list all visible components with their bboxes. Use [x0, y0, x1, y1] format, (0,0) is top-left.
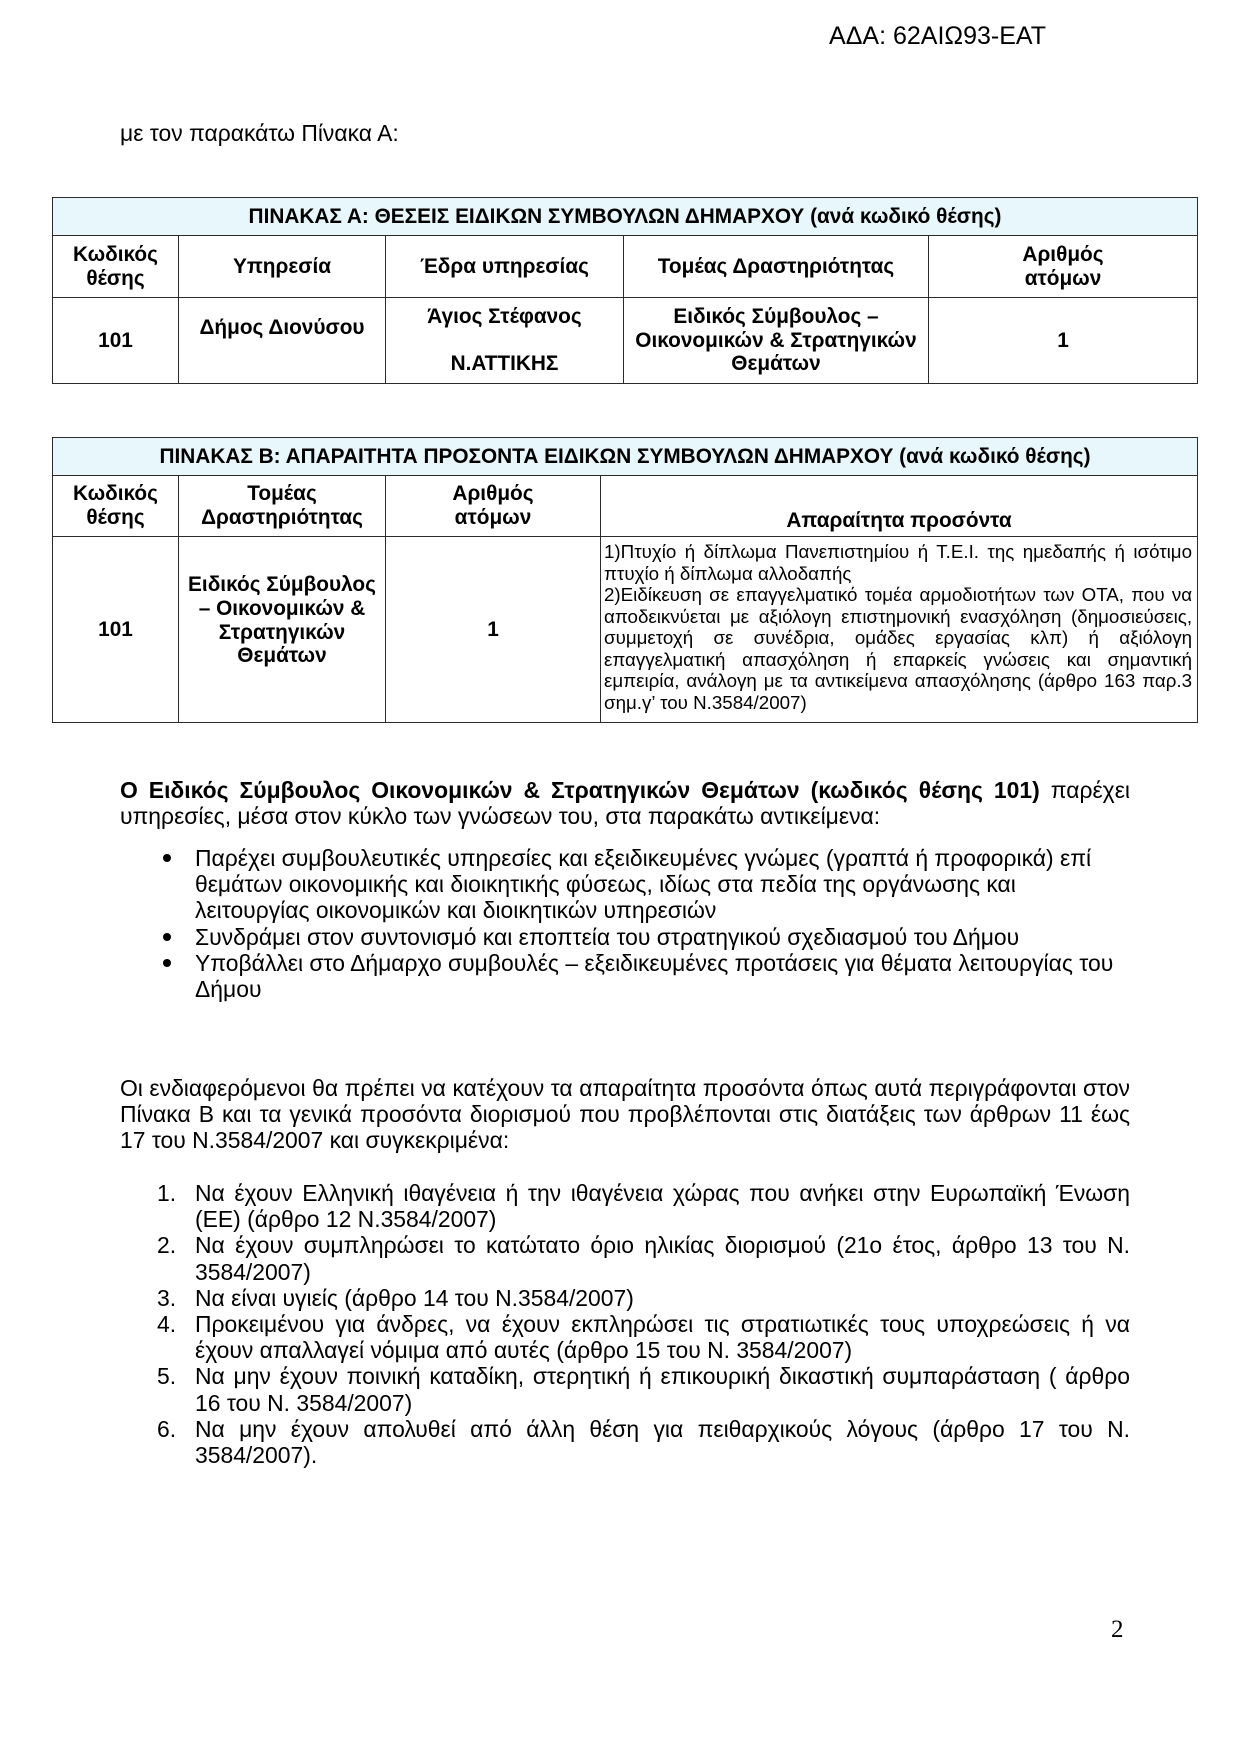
list-item-text: Να έχουν Ελληνική ιθαγένεια ή την ιθαγένεια χώρας που ανήκει στην Ευρωπαϊκή Ένωση (ΕΕ) (άρθρο 12 Ν.3584/2007) — [195, 1180, 1130, 1233]
duties-list — [120, 845, 1130, 1002]
table-row — [53, 298, 1198, 384]
conditions-list — [120, 1180, 1130, 1468]
list-item-number: 1. — [157, 1180, 177, 1206]
column-header-requirements: Απαραίτητα προσόντα — [601, 476, 1198, 537]
role-title: Ο Ειδικός Σύμβουλος Οικονομικών & Στρατηγικών Θεμάτων (κωδικός θέσης 101) — [120, 777, 1040, 803]
table-b-header-row — [53, 476, 1198, 537]
list-item-number: 3. — [157, 1284, 177, 1311]
column-header-seat: Έδρα υπηρεσίας — [386, 236, 624, 298]
cell-seat: Άγιος Στέφανος Ν.ΑΤΤΙΚΗΣ — [386, 298, 624, 384]
column-header-code: Κωδικός θέσης — [53, 236, 179, 298]
list-item — [120, 1416, 1130, 1468]
list-item — [120, 1232, 1130, 1284]
cell-code: 101 — [53, 298, 179, 384]
requirement-item: 1)Πτυχίο ή δίπλωμα Πανεπιστημίου ή Τ.Ε.Ι. της ημεδαπής ή ισότιμο πτυχίο ή δίπλωμα αλλοδαπής — [604, 541, 1193, 584]
list-item — [120, 950, 1130, 1002]
table-a-title-row — [53, 198, 1198, 236]
list-item-number: 5. — [157, 1363, 177, 1390]
cell-service: Δήμος Διονύσου — [179, 298, 386, 384]
cell-count: 1 — [929, 298, 1198, 384]
list-item-text: Να είναι υγιείς (άρθρο 14 του Ν.3584/2007) — [195, 1284, 634, 1311]
list-item — [120, 1285, 1130, 1311]
column-header-sector: Τομέας Δραστηριότητας — [179, 476, 386, 537]
list-item — [120, 1363, 1130, 1415]
list-item-number: 4. — [157, 1311, 177, 1338]
list-item — [120, 924, 1130, 950]
column-header-code: Κωδικός θέσης — [53, 476, 179, 537]
list-item-text: Υποβάλλει στο Δήμαρχο συμβουλές – εξειδικευμένες προτάσεις για θέματα λειτουργίας του Δήμου — [195, 949, 1114, 1003]
list-item-number: 2. — [157, 1232, 177, 1259]
cell-sector: Ειδικός Σύμβουλος – Οικονομικών & Στρατηγικών Θεμάτων — [624, 298, 929, 384]
list-item-text: Να έχουν συμπληρώσει το κατώτατο όριο ηλικίας διορισμού (21ο έτος, άρθρο 13 του Ν. 3584/2007) — [195, 1232, 1130, 1285]
list-item-text: Προκειμένου για άνδρες, να έχουν εκπληρώσει τις στρατιωτικές τους υποχρεώσεις ή να έχουν απαλλαγεί νόμιμα από αυτές (άρθρο 15 του Ν. 3584/2007) — [195, 1311, 1130, 1364]
bullet-icon — [163, 933, 171, 941]
table-b-title: ΠΙΝΑΚΑΣ Β: ΑΠΑΡΑΙΤΗΤΑ ΠΡΟΣΟΝΤΑ ΕΙΔΙΚΩΝ ΣΥΜΒΟΥΛΩΝ ΔΗΜΑΡΧΟΥ (ανά κωδικό θέσης) — [53, 438, 1198, 476]
cell-sector: Ειδικός Σύμβουλος – Οικονομικών & Στρατηγικών Θεμάτων — [179, 537, 386, 723]
list-item — [120, 1180, 1130, 1232]
table-a — [52, 197, 1198, 384]
eligibility-intro: Οι ενδιαφερόμενοι θα πρέπει να κατέχουν τα απαραίτητα προσόντα όπως αυτά περιγράφονται στον Πίνακα Β και τα γενικά προσόντα διορισμού που προβλέπονται στις διατάξεις των άρθρων 11 έως 17 του Ν.3584/2007 και συγκεκριμένα: — [120, 1075, 1130, 1154]
requirement-item: 2)Ειδίκευση σε επαγγελματικό τομέα αρμοδιοτήτων των ΟΤΑ, που να αποδεικνύεται με αξιόλογη επιστημονική ενασχόληση (δημοσιεύσεις, συμμετοχή σε συνέδρια, ομάδες εργασίας κλπ) ή αξιόλογη επαγγελματική απασχόληση ή επαρκείς γνώσεις και σημαντική εμπειρία, ανάλογη με τα αντικείμενα απασχόλησης (άρθρο 163 παρ.3 σημ.γ’ του Ν.3584/2007) — [604, 584, 1193, 713]
list-item-text: Συνδράμει στον συντονισμό και εποπτεία του στρατηγικού σχεδιασμού του Δήμου — [195, 923, 1020, 950]
cell-code: 101 — [53, 537, 179, 723]
column-header-count: Αριθμός ατόμων — [929, 236, 1198, 298]
cell-requirements — [601, 537, 1198, 723]
table-a-title: ΠΙΝΑΚΑΣ Α: ΘΕΣΕΙΣ ΕΙΔΙΚΩΝ ΣΥΜΒΟΥΛΩΝ ΔΗΜΑΡΧΟΥ (ανά κωδικό θέσης) — [53, 198, 1198, 236]
list-item-text: Να μην έχουν απολυθεί από άλλη θέση για πειθαρχικούς λόγους (άρθρο 17 του Ν. 3584/2007). — [195, 1415, 1130, 1469]
list-item — [120, 845, 1130, 924]
column-header-sector: Τομέας Δραστηριότητας — [624, 236, 929, 298]
table-b-title-row — [53, 438, 1198, 476]
bullet-icon — [163, 959, 171, 967]
page-number: 2 — [1111, 1616, 1124, 1643]
list-item-number: 6. — [157, 1415, 177, 1442]
role-description — [120, 777, 1130, 829]
table-a-header-row — [53, 236, 1198, 298]
list-item-text: Να μην έχουν ποινική καταδίκη, στερητική ή επικουρική δικαστική συμπαράσταση ( άρθρο 16 του Ν. 3584/2007) — [195, 1363, 1130, 1416]
bullet-icon — [163, 854, 171, 862]
table-row — [53, 537, 1198, 723]
column-header-service: Υπηρεσία — [179, 236, 386, 298]
ada-code: ΑΔΑ: 62ΑΙΩ93-ΕΑΤ — [829, 22, 1046, 50]
list-item — [120, 1311, 1130, 1363]
intro-text: με τον παρακάτω Πίνακα Α: — [120, 120, 399, 146]
role-description-text: παρέχει υπηρεσίες, μέσα στον κύκλο των γνώσεων του, στα παρακάτω αντικείμενα: — [120, 777, 1130, 830]
table-b — [52, 437, 1198, 723]
cell-count: 1 — [386, 537, 601, 723]
list-item-text: Παρέχει συμβουλευτικές υπηρεσίες και εξειδικευμένες γνώμες (γραπτά ή προφορικά) επί θεμάτων οικονομικής και διοικητικής φύσεως, ιδίως στα πεδία της οργάνωσης και λειτουργίας οικονομικών και διοικητικών υπηρεσιών — [195, 845, 1092, 924]
column-header-count: Αριθμός ατόμων — [386, 476, 601, 537]
